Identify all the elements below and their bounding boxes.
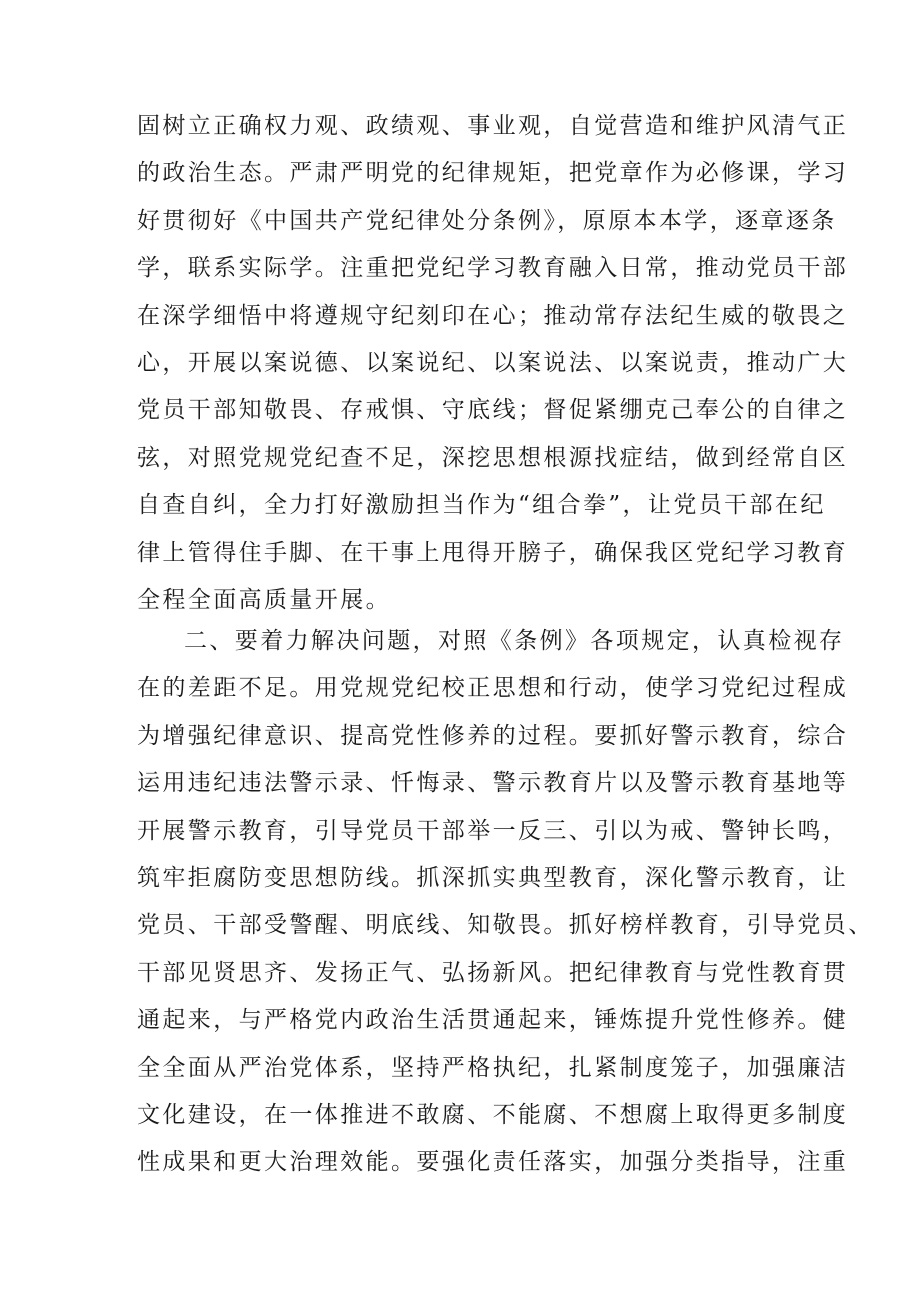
text-line: 弦，对照党规党纪查不足，深挖思想根源找症结，做到经常自区 <box>137 444 849 471</box>
text-line: 心，开展以案说德、以案说纪、以案说法、以案说责，推动广大 <box>137 349 849 376</box>
text-line: 学，联系实际学。注重把党纪学习教育融入日常，推动党员干部 <box>137 255 849 282</box>
text-line: 文化建设，在一体推进不敢腐、不能腐、不想腐上取得更多制度 <box>137 1101 849 1128</box>
text-line: 党员、干部受警醒、明底线、知敬畏。抓好榜样教育，引导党员、 <box>137 912 874 939</box>
text-line: 全全面从严治党体系，坚持严格执纪，扎紧制度笼子，加强廉洁 <box>137 1054 849 1081</box>
text-line: 开展警示教育，引导党员干部举一反三、引以为戒、警钟长鸣， <box>137 817 849 844</box>
text-line: 性成果和更大治理效能。要强化责任落实，加强分类指导，注重 <box>137 1149 849 1176</box>
text-line: 筑牢拒腐防变思想防线。抓深抓实典型教育，深化警示教育，让 <box>137 864 849 891</box>
text-line: 的政治生态。严肃严明党的纪律规矩，把党章作为必修课，学习 <box>137 160 849 187</box>
paragraph-section-two <box>137 618 874 1187</box>
text-line: 干部见贤思齐、发扬正气、弘扬新风。把纪律教育与党性教育贯 <box>137 959 849 986</box>
text-line: 在的差距不足。用党规党纪校正思想和行动，使学习党纪过程成 <box>137 675 849 702</box>
text-line: 固树立正确权力观、政绩观、事业观，自觉营造和维护风清气正 <box>137 113 849 139</box>
paragraph-continuation <box>137 103 849 624</box>
text-line: 运用违纪违法警示录、忏悔录、警示教育片以及警示教育基地等 <box>137 770 849 797</box>
text-line: 在深学细悟中将遵规守纪刻印在心；推动常存法纪生威的敬畏之 <box>137 302 849 329</box>
text-line: 党员干部知敬畏、存戒惧、守底线；督促紧绷克己奉公的自律之 <box>137 397 849 424</box>
text-line: 好贯彻好《中国共产党纪律处分条例》，原原本本学，逐章逐条 <box>137 207 837 234</box>
text-line: 为增强纪律意识、提高党性修养的过程。要抓好警示教育，综合 <box>137 722 849 749</box>
text-line: 律上管得住手脚、在干事上甩得开膀子，确保我区党纪学习教育 <box>137 539 849 566</box>
text-line: 全程全面高质量开展。 <box>137 586 391 613</box>
text-line: 通起来，与严格党内政治生活贯通起来，锤炼提升党性修养。健 <box>137 1007 849 1034</box>
text-line-first: 二、要着力解决问题，对照《条例》各项规定，认真检视存 <box>184 628 845 654</box>
text-line: 自查自纠，全力打好激励担当作为“组合拳”，让党员干部在纪 <box>137 492 826 519</box>
